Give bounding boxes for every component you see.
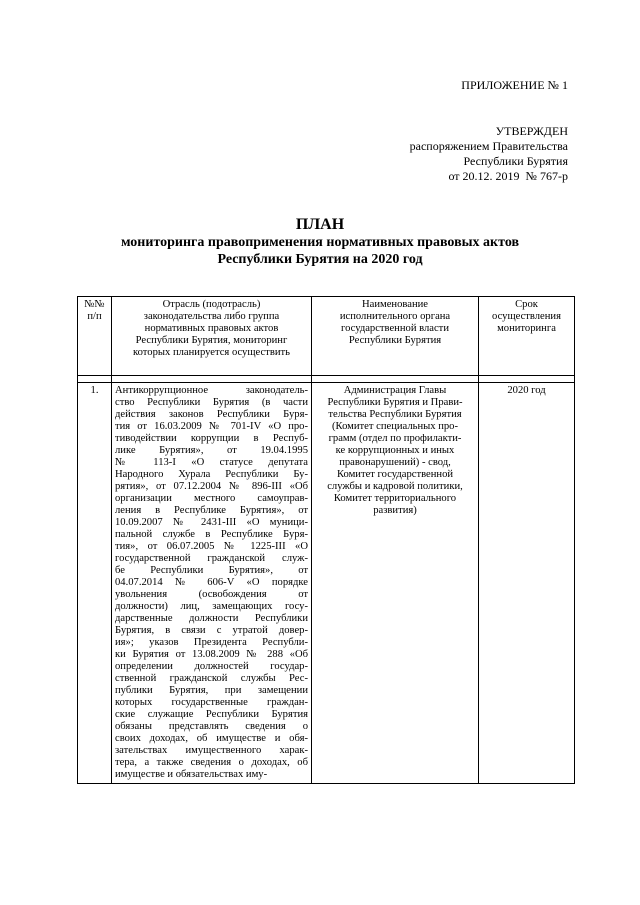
- annex-label: [268, 78, 568, 93]
- header-line: мониторинга: [497, 323, 556, 334]
- branch-text-line: организации местного самоуправ-: [115, 493, 308, 504]
- branch-text-line: которых государственные граждан-: [115, 697, 308, 708]
- spacer-cell: [479, 376, 575, 383]
- header-line: п/п: [87, 311, 102, 322]
- column-header-organ: [312, 297, 479, 376]
- organ-text-line: (Комитет специальных про-: [332, 421, 458, 432]
- legislation-branch-cell: [112, 383, 312, 784]
- header-line: Наименование: [362, 299, 428, 310]
- organ-text-line: Комитет государственной: [336, 469, 454, 480]
- branch-text-line: дарственные должности Республики: [115, 613, 308, 624]
- header-line: нормативных правовых актов: [144, 323, 279, 334]
- monitoring-term-cell: 2020 год: [479, 383, 575, 784]
- organ-text-line: правонарушений) - свод,: [339, 457, 451, 468]
- organ-text-line: грамм (отдел по профилакти-: [328, 433, 462, 444]
- branch-text-line: ственной гражданской службы Рес-: [115, 673, 308, 684]
- branch-text-line: увольнения (освобождения от: [115, 589, 308, 600]
- branch-text-line: государственной гражданской служ-: [115, 553, 308, 564]
- subtitle-line: мониторинга правоприменения нормативных правовых актов: [120, 235, 520, 250]
- branch-text-line: № 113-I «О статусе депутата: [115, 457, 308, 468]
- column-header-number: [78, 297, 112, 376]
- header-line: исполнительного органа: [339, 311, 451, 322]
- branch-text-line: Антикоррупционное законодатель-: [115, 385, 308, 396]
- table-row: [78, 383, 575, 784]
- organ-text-line: Республики Бурятия и Прави-: [327, 397, 463, 408]
- organ-text-line: Администрация Главы: [343, 385, 447, 396]
- branch-text-line: 04.07.2014 № 606-V «О порядке: [115, 577, 308, 588]
- column-header-term: [479, 297, 575, 376]
- header-line: законодательства либо группа: [143, 311, 280, 322]
- header-line: Республики Бурятия: [348, 335, 442, 346]
- branch-text-line: тия», от 06.07.2005 № 1225-III «О: [115, 541, 308, 552]
- header-line: Республики Бурятия, мониторинг: [135, 335, 288, 346]
- approval-line: УТВЕРЖДЕН: [495, 124, 568, 138]
- branch-text-line: обязаны представлять сведения о: [115, 721, 308, 732]
- spacer-cell: [78, 376, 112, 383]
- organ-text-line: Комитет территориального: [333, 493, 457, 504]
- branch-text-line: действия законов Республики Буря-: [115, 409, 308, 420]
- branch-text-line: тера, а также сведения о доходах, об: [115, 757, 308, 768]
- header-line: Срок: [515, 299, 538, 310]
- annex-text: ПРИЛОЖЕНИЕ № 1: [461, 78, 568, 92]
- branch-text-line: бе Республики Бурятия», от: [115, 565, 308, 576]
- branch-text-line: своих доходах, об имуществе и обя-: [115, 733, 308, 744]
- executive-organ-cell: [312, 383, 479, 784]
- table-spacer-row: [78, 376, 575, 383]
- plan-table: [77, 296, 575, 784]
- branch-text-line: ления в Республике Бурятия», от: [115, 505, 308, 516]
- table-header-row: [78, 297, 575, 376]
- organ-text-line: развития): [373, 505, 417, 516]
- header-line: государственной власти: [340, 323, 449, 334]
- organ-text-line: ке коррупционных и иных: [335, 445, 455, 456]
- organ-text-line: тельства Республики Бурятия: [328, 409, 462, 420]
- organ-text-line: службы и кадровой политики,: [327, 481, 463, 492]
- approval-line: распоряжением Правительства: [409, 139, 568, 153]
- branch-text-line: ские служащие Республики Бурятия: [115, 709, 308, 720]
- branch-text-line: 10.09.2007 № 2431-III «О муници-: [115, 517, 308, 528]
- branch-text-line: ство Республики Бурятия (в части: [115, 397, 308, 408]
- branch-text-line: рятия», от 07.12.2004 № 896-III «Об: [115, 481, 308, 492]
- spacer-cell: [312, 376, 479, 383]
- row-number: 1.: [78, 383, 112, 784]
- subtitle-line: Республики Бурятия на 2020 год: [217, 252, 423, 267]
- branch-text-line: тия от 16.03.2009 № 701-IV «О про-: [115, 421, 308, 432]
- approval-line: от 20.12. 2019 № 767-р: [448, 169, 568, 183]
- branch-text-line: имуществе и обязательствах иму-: [115, 769, 268, 780]
- page-title: ПЛАН: [295, 216, 345, 233]
- branch-text-line: ки Бурятия от 13.08.2009 № 288 «Об: [115, 649, 308, 660]
- header-line: осуществления: [492, 311, 561, 322]
- branch-text-line: определении должностей государ-: [115, 661, 308, 672]
- branch-text-line: должности) лиц, замещающих госу-: [115, 601, 308, 612]
- approval-block: [268, 124, 568, 184]
- approval-line: Республики Бурятия: [463, 154, 568, 168]
- branch-text-line: Бурятия, в связи с утратой довер-: [115, 625, 308, 636]
- header-line: которых планируется осуществить: [133, 347, 290, 358]
- branch-text-line: зательствах имущественного харак-: [115, 745, 308, 756]
- header-line: №№: [84, 299, 105, 310]
- page-subtitle: [60, 234, 580, 268]
- column-header-branch: [112, 297, 312, 376]
- branch-text-line: ия»; указов Президента Республи-: [115, 637, 308, 648]
- branch-text-line: Народного Хурала Республики Бу-: [115, 469, 308, 480]
- branch-text-line: публики Бурятия, при замещении: [115, 685, 308, 696]
- spacer-cell: [112, 376, 312, 383]
- branch-text-line: тиводействии коррупции в Респуб-: [115, 433, 308, 444]
- branch-text-line: пальной службе в Республике Буря-: [115, 529, 308, 540]
- header-line: Отрасль (подотрасль): [162, 299, 261, 310]
- branch-text-line: лике Бурятия», от 19.04.1995: [115, 445, 308, 456]
